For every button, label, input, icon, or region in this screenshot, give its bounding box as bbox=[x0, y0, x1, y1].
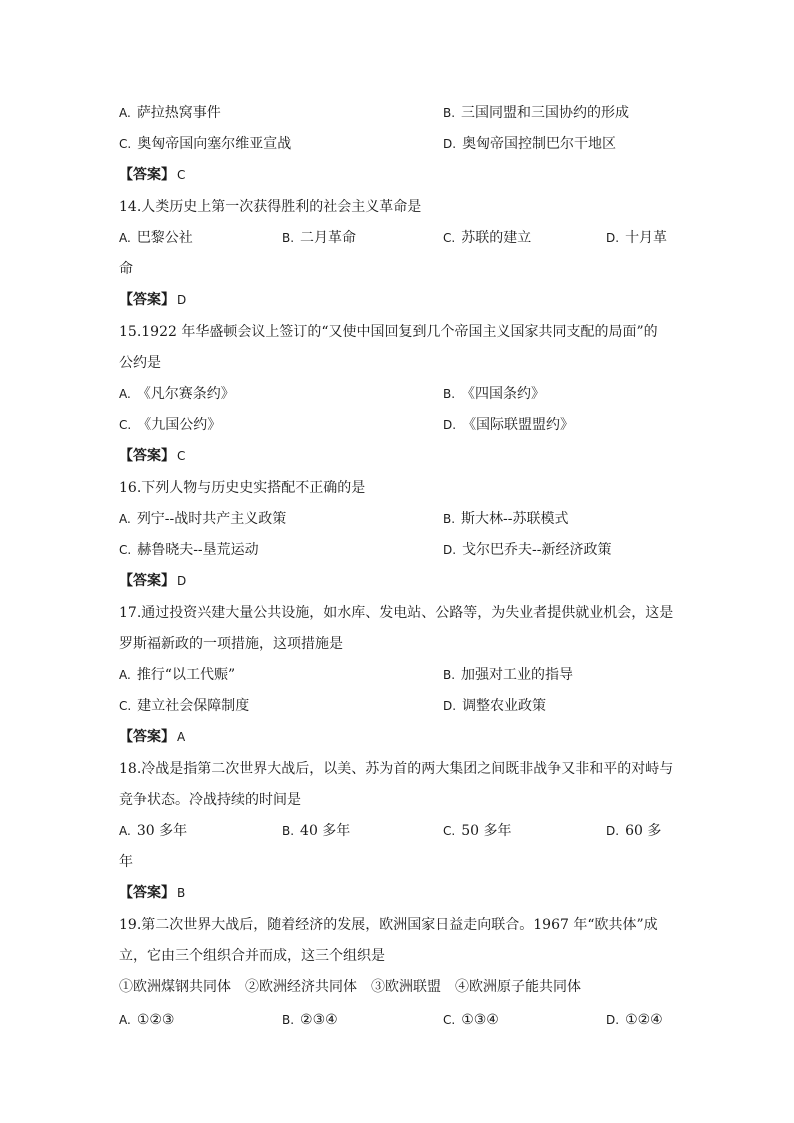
q18-option-c bbox=[443, 821, 511, 841]
q19-stem-line-2: 立，它由三个组织合并而成，这三个组织是 bbox=[119, 948, 385, 964]
q16-option-a bbox=[119, 509, 286, 529]
q13-option-b bbox=[443, 103, 629, 123]
q15-option-c bbox=[119, 415, 221, 435]
q13-option-d bbox=[443, 134, 616, 154]
answer-label: 【答案】 bbox=[119, 573, 175, 589]
option-key: C. bbox=[119, 137, 132, 151]
option-key: C. bbox=[119, 699, 132, 713]
q14-stem: 14.人类历史上第一次获得胜利的社会主义革命是 bbox=[119, 199, 422, 215]
option-key: B. bbox=[443, 387, 456, 401]
option-text: 二月革命 bbox=[300, 230, 357, 246]
q15-stem-line-2: 公约是 bbox=[119, 355, 161, 371]
option-text: 调整农业政策 bbox=[462, 698, 547, 714]
q13-option-c bbox=[119, 134, 291, 154]
answer-value: C bbox=[177, 449, 186, 463]
option-key: C. bbox=[443, 231, 456, 245]
option-text: 萨拉热窝事件 bbox=[136, 105, 221, 121]
answer-label: 【答案】 bbox=[119, 167, 175, 183]
option-text: ①②④ bbox=[625, 1012, 663, 1028]
option-key: D. bbox=[443, 699, 457, 713]
option-key: D. bbox=[606, 824, 620, 838]
q17-stem-line-1: 17.通过投资兴建大量公共设施，如水库、发电站、公路等，为失业者提供就业机会，这是 bbox=[119, 605, 674, 621]
option-text: 60 多 bbox=[625, 823, 662, 839]
q16-option-c bbox=[119, 540, 259, 560]
q16-option-b bbox=[443, 509, 569, 529]
q19-option-b bbox=[282, 1010, 338, 1030]
q15-answer bbox=[119, 446, 185, 466]
option-key: A. bbox=[119, 512, 131, 526]
option-key: C. bbox=[443, 1013, 456, 1027]
option-text: ①③④ bbox=[461, 1012, 499, 1028]
option-key: A. bbox=[119, 106, 131, 120]
q18-stem-line-2: 竞争状态。冷战持续的时间是 bbox=[119, 792, 301, 808]
q19-option-c bbox=[443, 1010, 499, 1030]
option-text: 戈尔巴乔夫--新经济政策 bbox=[462, 542, 612, 558]
option-key: B. bbox=[443, 512, 456, 526]
q15-option-b bbox=[443, 384, 545, 404]
q18-option-d-wrap: 年 bbox=[119, 854, 133, 870]
option-text: 《四国条约》 bbox=[461, 386, 546, 402]
q14-option-c bbox=[443, 228, 531, 248]
option-text: 40 多年 bbox=[300, 823, 351, 839]
q15-option-d bbox=[443, 415, 574, 435]
answer-value: A bbox=[177, 730, 186, 744]
option-key: C. bbox=[119, 418, 132, 432]
q18-option-a bbox=[119, 821, 187, 841]
q14-option-d-wrap: 命 bbox=[119, 261, 133, 277]
option-key: D. bbox=[443, 543, 457, 557]
q18-stem-line-1: 18.冷战是指第二次世界大战后，以美、苏为首的两大集团之间既非战争又非和平的对峙与 bbox=[119, 761, 674, 777]
q18-option-d bbox=[606, 821, 661, 841]
answer-label: 【答案】 bbox=[119, 885, 175, 901]
q19-option-a bbox=[119, 1010, 174, 1030]
option-key: B. bbox=[443, 106, 456, 120]
option-text: 三国同盟和三国协约的形成 bbox=[461, 105, 630, 121]
option-text: 苏联的建立 bbox=[461, 230, 532, 246]
q17-stem-line-2: 罗斯福新政的一项措施，这项措施是 bbox=[119, 636, 343, 652]
option-text: 建立社会保障制度 bbox=[137, 698, 250, 714]
option-text: 《九国公约》 bbox=[137, 417, 222, 433]
q13-option-a bbox=[119, 103, 221, 123]
q16-stem: 16.下列人物与历史史实搭配不正确的是 bbox=[119, 480, 366, 496]
option-text: 50 多年 bbox=[461, 823, 512, 839]
option-text: 30 多年 bbox=[136, 823, 188, 839]
q17-option-d bbox=[443, 696, 546, 716]
option-text: 推行“以工代赈” bbox=[136, 667, 236, 683]
answer-label: 【答案】 bbox=[119, 292, 175, 308]
q17-option-a bbox=[119, 665, 235, 685]
answer-value: D bbox=[177, 293, 187, 307]
q19-option-d bbox=[606, 1010, 663, 1030]
q14-option-b bbox=[282, 228, 356, 248]
option-key: B. bbox=[282, 1013, 295, 1027]
option-text: ①②③ bbox=[136, 1012, 175, 1028]
option-key: C. bbox=[119, 543, 132, 557]
q18-answer bbox=[119, 883, 185, 903]
answer-label: 【答案】 bbox=[119, 448, 175, 464]
option-key: D. bbox=[443, 418, 457, 432]
option-key: C. bbox=[443, 824, 456, 838]
option-key: A. bbox=[119, 668, 131, 682]
option-text: 奥匈帝国控制巴尔干地区 bbox=[462, 136, 617, 152]
q19-stem-line-1: 19.第二次世界大战后，随着经济的发展，欧洲国家日益走向联合。1967 年“欧共体”成 bbox=[119, 917, 658, 933]
q16-option-d bbox=[443, 540, 612, 560]
option-text: 加强对工业的指导 bbox=[461, 667, 574, 683]
q13-answer bbox=[119, 165, 185, 185]
option-key: B. bbox=[282, 231, 295, 245]
q17-answer bbox=[119, 727, 185, 747]
option-text: 巴黎公社 bbox=[136, 230, 193, 246]
q19-items: ①欧洲煤钢共同体 ②欧洲经济共同体 ③欧洲联盟 ④欧洲原子能共同体 bbox=[119, 979, 581, 995]
option-key: A. bbox=[119, 1013, 131, 1027]
option-text: 《凡尔赛条约》 bbox=[136, 386, 235, 402]
q15-stem-line-1: 15.1922 年华盛顿会议上签订的“又使中国回复到几个帝国主义国家共同支配的局面”的 bbox=[119, 324, 658, 340]
option-key: D. bbox=[443, 137, 457, 151]
option-text: 奥匈帝国向塞尔维亚宣战 bbox=[137, 136, 292, 152]
q14-option-d bbox=[606, 228, 667, 248]
option-text: ②③④ bbox=[300, 1012, 338, 1028]
option-key: A. bbox=[119, 824, 131, 838]
answer-value: B bbox=[177, 886, 186, 900]
q17-option-c bbox=[119, 696, 249, 716]
option-key: B. bbox=[443, 668, 456, 682]
option-text: 列宁--战时共产主义政策 bbox=[136, 511, 287, 527]
option-text: 《国际联盟盟约》 bbox=[462, 417, 575, 433]
q18-option-b bbox=[282, 821, 350, 841]
q17-option-b bbox=[443, 665, 573, 685]
answer-value: C bbox=[177, 168, 186, 182]
option-key: A. bbox=[119, 387, 131, 401]
option-key: D. bbox=[606, 1013, 620, 1027]
q14-answer bbox=[119, 290, 186, 310]
q14-option-a bbox=[119, 228, 193, 248]
option-text: 赫鲁晓夫--垦荒运动 bbox=[137, 542, 259, 558]
q16-answer bbox=[119, 571, 186, 591]
option-key: D. bbox=[606, 231, 620, 245]
option-key: A. bbox=[119, 231, 131, 245]
option-key: B. bbox=[282, 824, 295, 838]
answer-label: 【答案】 bbox=[119, 729, 175, 745]
option-text: 十月革 bbox=[625, 230, 668, 246]
answer-value: D bbox=[177, 574, 187, 588]
q15-option-a bbox=[119, 384, 235, 404]
option-text: 斯大林--苏联模式 bbox=[461, 511, 569, 527]
